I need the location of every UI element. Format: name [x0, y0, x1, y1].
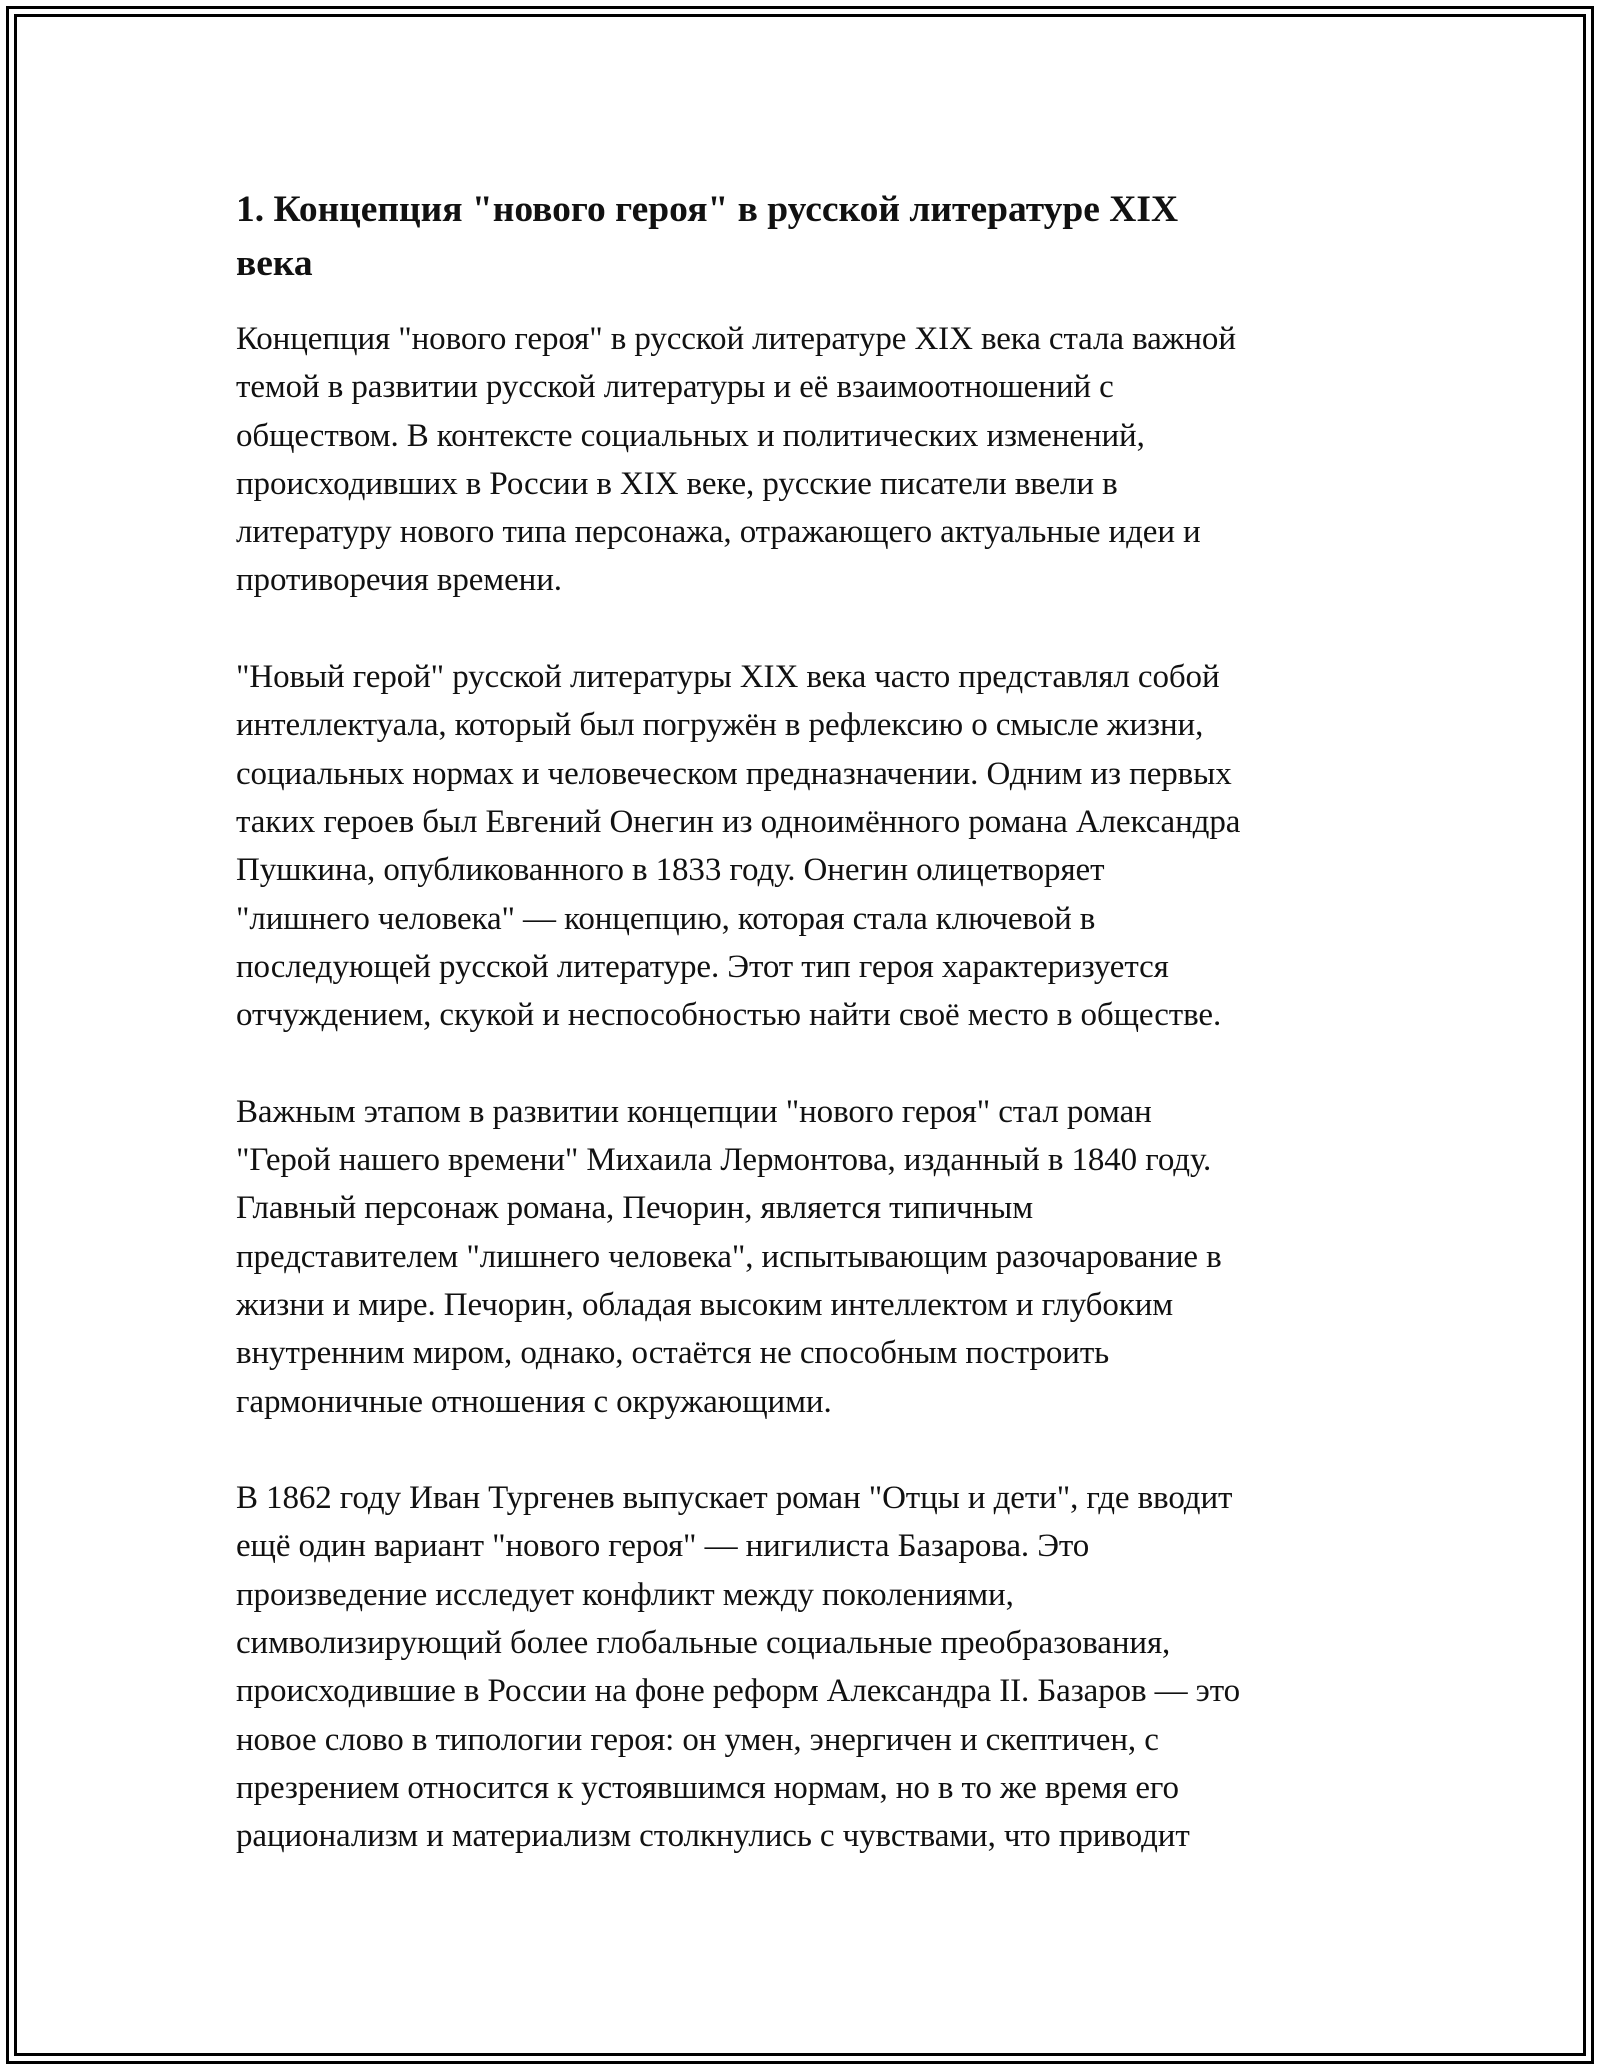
text-line: таких героев был Евгений Онегин из одноимённого романа Александра [236, 803, 1241, 840]
text-line: Важным этапом в развитии концепции "нового героя" стал роман [236, 1093, 1152, 1130]
text-line: социальных нормах и человеческом предназначении. Одним из первых [236, 755, 1232, 792]
heading-line: 1. Концепция "нового героя" в русской литературе XIX [236, 189, 1179, 230]
text-line: внутренним миром, однако, остаётся не способным построить [236, 1335, 1110, 1372]
text-line: происходившие в России на фоне реформ Александра II. Базаров — это [236, 1673, 1241, 1710]
text-line: отчуждением, скукой и неспособностью найти своё место в обществе. [236, 997, 1222, 1034]
text-line: темой в развитии русской литературы и её взаимоотношений с [236, 369, 1114, 406]
text-line: рационализм и материализм столкнулись с чувствами, что приводит [236, 1818, 1190, 1855]
paragraph-3 [236, 1088, 1376, 1426]
text-line: Главный персонаж романа, Печорин, является типичным [236, 1190, 1034, 1227]
paragraph-2 [236, 653, 1376, 1039]
text-line: произведение исследует конфликт между поколениями, [236, 1576, 1014, 1613]
text-line: "Новый герой" русской литературы XIX века часто представлял собой [236, 659, 1220, 696]
text-line: В 1862 году Иван Тургенев выпускает роман "Отцы и дети", где вводит [236, 1480, 1233, 1517]
heading-line: века [236, 243, 313, 284]
text-line: символизирующий более глобальные социальные преобразования, [236, 1625, 1171, 1662]
text-line: жизни и мире. Печорин, обладая высоким интеллектом и глубоким [236, 1286, 1174, 1323]
text-line: "лишнего человека" — концепцию, которая стала ключевой в [236, 900, 1096, 937]
text-line: "Герой нашего времени" Михаила Лермонтова, изданный в 1840 году. [236, 1142, 1212, 1179]
section-heading [236, 183, 1376, 291]
text-line: противоречия времени. [236, 562, 562, 599]
text-line: гармоничные отношения с окружающими. [236, 1383, 832, 1420]
text-line: новое слово в типологии героя: он умен, энергичен и скептичен, с [236, 1721, 1159, 1758]
text-line: представителем "лишнего человека", испытывающим разочарование в [236, 1238, 1222, 1275]
text-line: презрением относится к устоявшимся нормам, но в то же время его [236, 1769, 1179, 1806]
text-line: последующей русской литературе. Этот тип героя характеризуется [236, 948, 1169, 985]
text-line: ещё один вариант "нового героя" — нигилиста Базарова. Это [236, 1528, 1090, 1565]
text-line: интеллектуала, который был погружён в рефлексию о смысле жизни, [236, 707, 1204, 744]
text-line: Концепция "нового героя" в русской литературе XIX века стала важной [236, 321, 1236, 357]
paragraph-4 [236, 1474, 1376, 1860]
text-line: Пушкина, опубликованного в 1833 году. Онегин олицетворяет [236, 852, 1105, 889]
text-line: литературу нового типа персонажа, отражающего актуальные идеи и [236, 514, 1201, 551]
paragraph-1 [236, 315, 1376, 605]
text-line: происходивших в России в XIX веке, русские писатели ввели в [236, 465, 1118, 502]
document-body [236, 183, 1376, 1861]
text-line: обществом. В контексте социальных и политических изменений, [236, 417, 1145, 454]
